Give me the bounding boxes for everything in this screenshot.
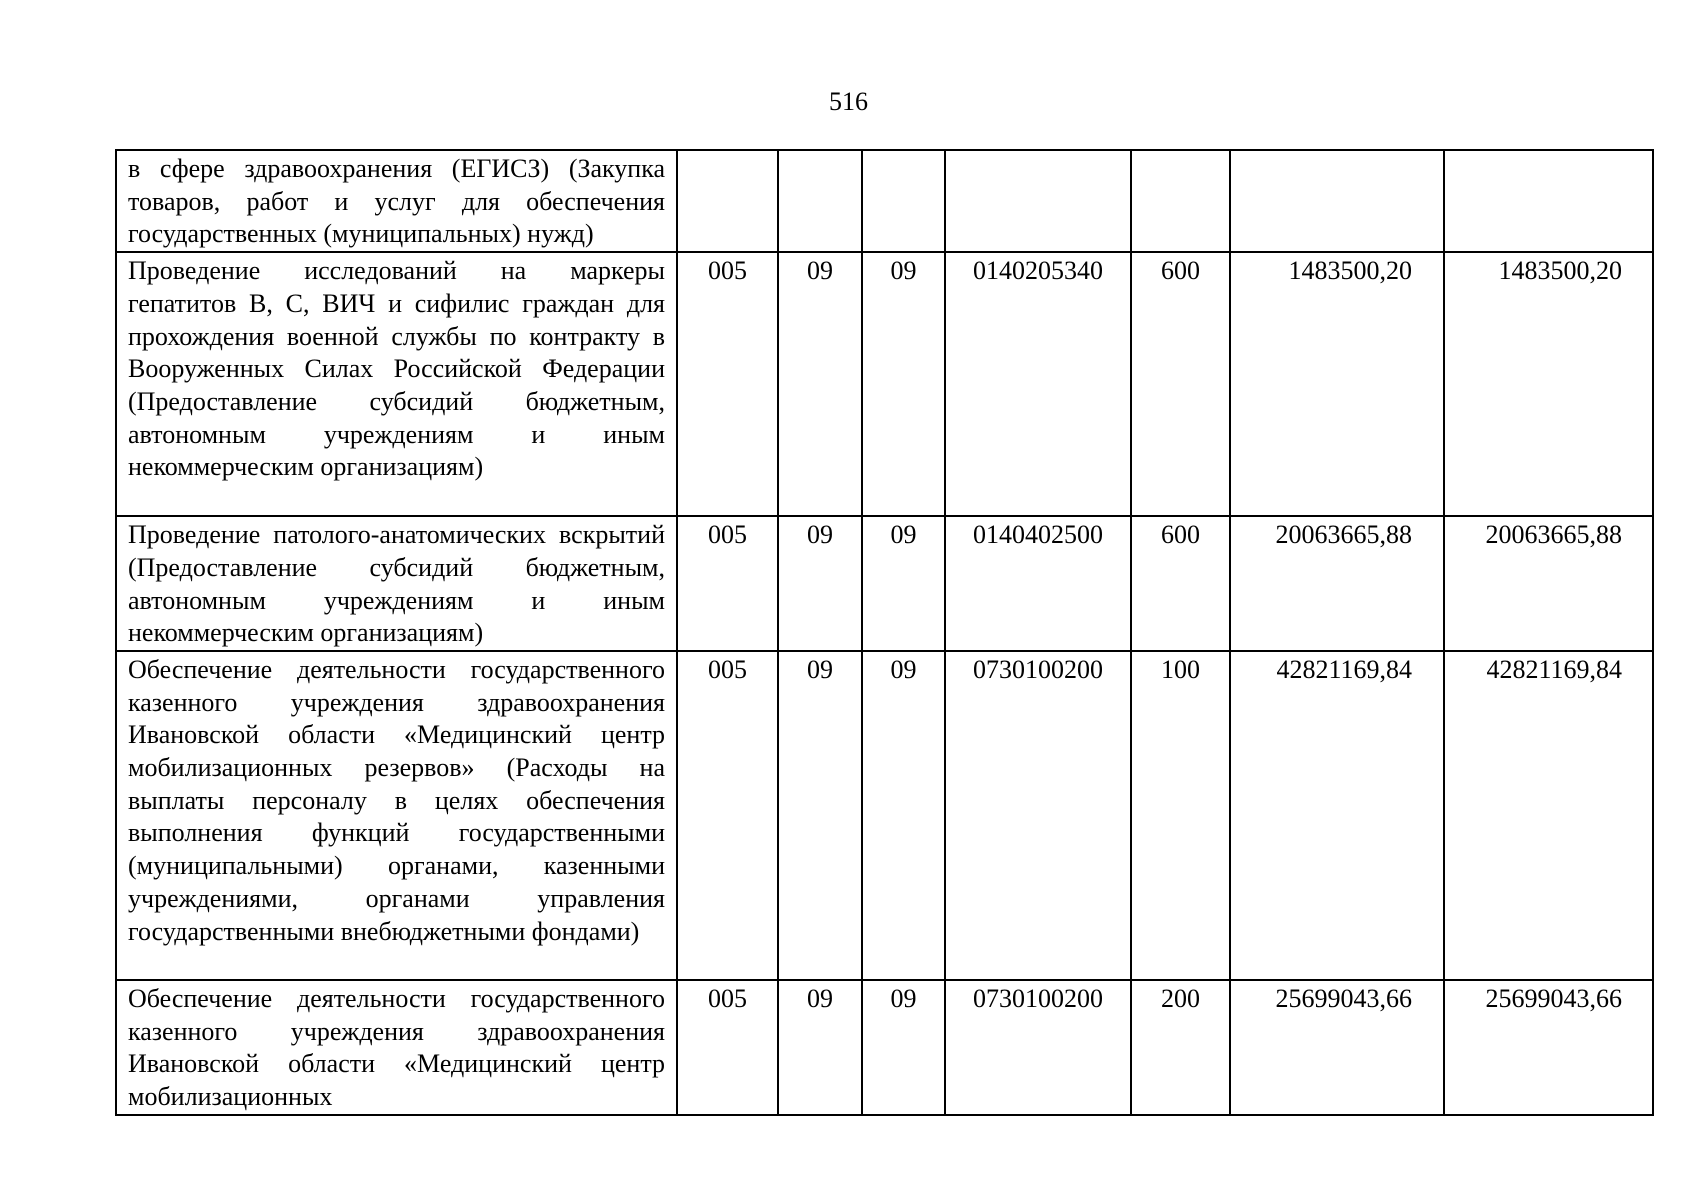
table-row [116, 150, 1653, 252]
target-article-code: 0140205340 [945, 252, 1131, 516]
ministry-code [677, 150, 778, 252]
budget-table [115, 149, 1654, 1116]
amount-1: 1483500,20 [1230, 252, 1444, 516]
section-code: 09 [778, 516, 862, 651]
ministry-code: 005 [677, 980, 778, 1115]
row-description: Обеспечение деятельности государственного казенного учреждения здравоохранения Ивановской области «Медицинский центр мобилизационных [116, 980, 677, 1115]
ministry-code: 005 [677, 252, 778, 516]
expense-type-code [1131, 150, 1230, 252]
amount-1: 25699043,66 [1230, 980, 1444, 1115]
table-row [116, 980, 1653, 1115]
expense-type-code: 600 [1131, 516, 1230, 651]
page-number: 516 [829, 87, 868, 116]
amount-2: 42821169,84 [1444, 651, 1653, 980]
subsection-code: 09 [862, 651, 945, 980]
subsection-code: 09 [862, 516, 945, 651]
row-description: Обеспечение деятельности государственного казенного учреждения здравоохранения Ивановской области «Медицинский центр мобилизационных резервов» (Расходы на выплаты персоналу в целях обеспечения выполнения функций государственными (муниципальными) органами, казенными учреждениями, органами управления государственными внебюджетными фондами) [116, 651, 677, 980]
row-description: Проведение исследований на маркеры гепатитов В, С, ВИЧ и сифилис граждан для прохождения военной службы по контракту в Вооруженных Силах Российской Федерации (Предоставление субсидий бюджетным, автономным учреждениям и иным некоммерческим организациям) [116, 252, 677, 516]
section-code [778, 150, 862, 252]
table-row [116, 651, 1653, 980]
amount-2: 20063665,88 [1444, 516, 1653, 651]
expense-type-code: 200 [1131, 980, 1230, 1115]
expense-type-code: 600 [1131, 252, 1230, 516]
table-row [116, 516, 1653, 651]
section-code: 09 [778, 980, 862, 1115]
ministry-code: 005 [677, 651, 778, 980]
amount-2 [1444, 150, 1653, 252]
amount-2: 25699043,66 [1444, 980, 1653, 1115]
target-article-code: 0140402500 [945, 516, 1131, 651]
row-description: Проведение патолого-анатомических вскрытий (Предоставление субсидий бюджетным, автономным учреждениям и иным некоммерческим организациям) [116, 516, 677, 651]
amount-2: 1483500,20 [1444, 252, 1653, 516]
target-article-code: 0730100200 [945, 980, 1131, 1115]
expense-type-code: 100 [1131, 651, 1230, 980]
target-article-code [945, 150, 1131, 252]
subsection-code [862, 150, 945, 252]
subsection-code: 09 [862, 980, 945, 1115]
subsection-code: 09 [862, 252, 945, 516]
row-description: в сфере здравоохранения (ЕГИСЗ) (Закупка товаров, работ и услуг для обеспечения государственных (муниципальных) нужд) [116, 150, 677, 252]
amount-1: 42821169,84 [1230, 651, 1444, 980]
section-code: 09 [778, 252, 862, 516]
table-row [116, 252, 1653, 516]
amount-1 [1230, 150, 1444, 252]
amount-1: 20063665,88 [1230, 516, 1444, 651]
ministry-code: 005 [677, 516, 778, 651]
section-code: 09 [778, 651, 862, 980]
target-article-code: 0730100200 [945, 651, 1131, 980]
